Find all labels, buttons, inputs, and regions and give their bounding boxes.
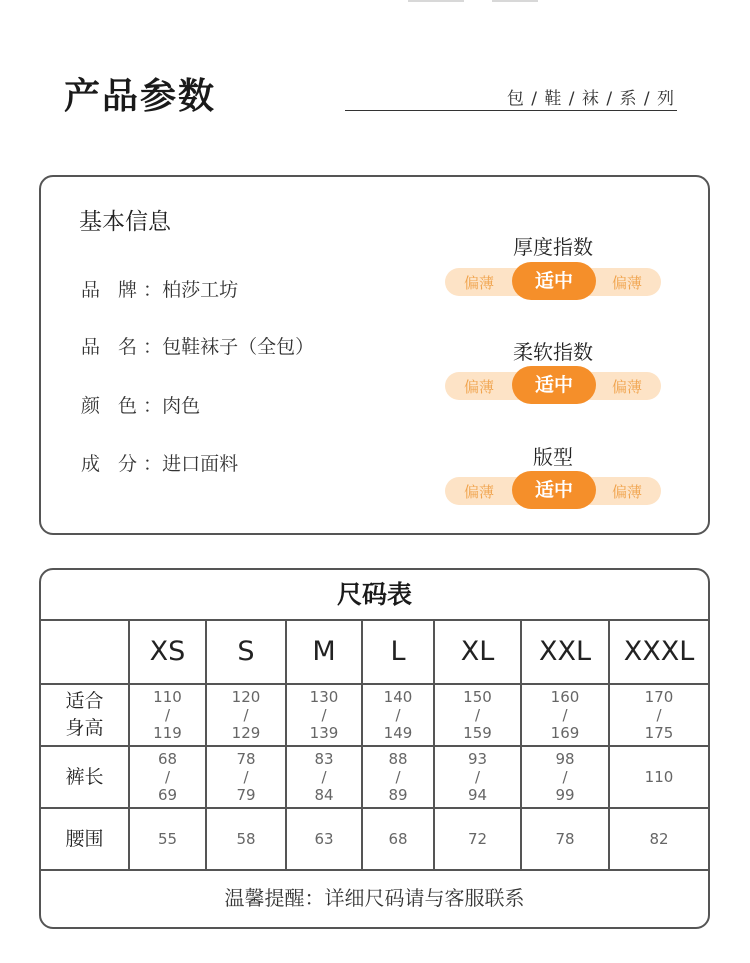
size-header-cell: XS	[129, 621, 206, 684]
basic-info-heading: 基本信息	[79, 209, 171, 235]
info-label: 成 分	[81, 453, 144, 475]
fit-meter-title: 版型	[533, 445, 573, 469]
cell-value: 129	[231, 724, 261, 742]
table-cell: 78	[521, 808, 609, 870]
size-header-cell: XL	[434, 621, 521, 684]
softness-meter	[445, 372, 661, 400]
cell-value: 69	[157, 786, 178, 804]
thickness-meter-title: 厚度指数	[513, 235, 593, 259]
table-row	[41, 808, 708, 870]
size-header-cell: L	[362, 621, 434, 684]
cell-sep: /	[474, 706, 481, 724]
cell-value: 98	[555, 750, 575, 768]
cell-value: 93	[467, 750, 488, 768]
meter-selected-pill: 适中	[512, 471, 596, 509]
info-row-product-name	[81, 332, 314, 359]
table-cell: 55	[129, 808, 206, 870]
meter-left-label: 偏薄	[464, 483, 495, 501]
row-label: 裤长	[41, 746, 129, 808]
top-strip-left	[408, 0, 464, 2]
table-cell	[206, 746, 286, 808]
table-cell	[286, 684, 362, 746]
table-cell	[434, 746, 521, 808]
table-cell	[434, 684, 521, 746]
table-row	[41, 684, 708, 746]
cell-value: 120	[231, 688, 261, 706]
meter-selected-pill: 适中	[512, 262, 596, 300]
size-header-cell: S	[206, 621, 286, 684]
table-cell: 68	[362, 808, 434, 870]
basic-info-panel	[39, 175, 710, 535]
cell-value: 140	[383, 688, 413, 706]
softness-meter-title: 柔软指数	[513, 340, 593, 364]
cell-value: 110	[153, 688, 182, 706]
cell-sep: /	[321, 768, 327, 786]
cell-sep: /	[321, 706, 327, 724]
meter-selected-pill: 适中	[512, 366, 596, 404]
table-row	[41, 746, 708, 808]
meter-left-label: 偏薄	[464, 378, 495, 396]
size-table	[41, 621, 708, 871]
size-chart-footer-note: 温馨提醒：详细尺码请与客服联系	[224, 886, 525, 910]
info-separator: ：	[143, 336, 163, 358]
cell-sep: /	[243, 706, 249, 724]
meter-right-label: 偏薄	[611, 483, 642, 501]
cell-value: 94	[467, 786, 488, 804]
row-label	[41, 684, 129, 746]
table-cell: 72	[434, 808, 521, 870]
cell-sep: /	[474, 768, 481, 786]
cell-value: 88	[388, 750, 408, 768]
table-cell	[129, 684, 206, 746]
size-header-cell: M	[286, 621, 362, 684]
cell-value: 149	[383, 724, 413, 742]
row-label-line: 身高	[65, 717, 104, 739]
cell-sep: /	[164, 706, 171, 724]
corner-cell	[41, 621, 129, 684]
table-cell: 82	[609, 808, 708, 870]
cell-value: 130	[309, 688, 339, 706]
meter-right-label: 偏薄	[611, 274, 642, 292]
series-subtitle: 包 / 鞋 / 袜 / 系 / 列	[345, 84, 677, 111]
cell-value: 150	[463, 688, 492, 706]
table-cell: 63	[286, 808, 362, 870]
cell-sep: /	[395, 706, 401, 724]
table-cell: 58	[206, 808, 286, 870]
size-chart-panel	[39, 568, 710, 929]
info-value: 包鞋袜子（全包）	[162, 336, 315, 358]
info-label: 品 名	[81, 336, 144, 358]
table-cell	[609, 684, 708, 746]
size-chart-title: 尺码表	[41, 570, 708, 621]
cell-sep: /	[562, 706, 568, 724]
cell-value: 84	[314, 786, 334, 804]
table-cell	[206, 684, 286, 746]
table-cell: 110	[609, 746, 708, 808]
cell-sep: /	[395, 768, 401, 786]
cell-value: 79	[236, 786, 256, 804]
cell-value: 159	[463, 724, 492, 742]
info-row-color	[81, 391, 200, 418]
fit-meter	[445, 477, 661, 505]
row-label-line: 适合	[65, 690, 104, 712]
info-separator: ：	[143, 453, 163, 475]
cell-value: 89	[388, 786, 408, 804]
page-title: 产品参数	[64, 76, 217, 117]
table-cell	[362, 684, 434, 746]
info-separator: ：	[143, 395, 163, 417]
row-label: 腰围	[41, 808, 129, 870]
table-cell	[286, 746, 362, 808]
info-label: 品 牌	[81, 279, 144, 301]
cell-sep: /	[562, 768, 568, 786]
table-cell	[521, 684, 609, 746]
size-header-cell: XXL	[521, 621, 609, 684]
meter-right-label: 偏薄	[611, 378, 642, 396]
cell-value: 175	[644, 724, 674, 742]
thickness-meter	[445, 268, 661, 296]
cell-value: 139	[309, 724, 339, 742]
cell-value: 83	[314, 750, 334, 768]
size-header-cell: XXXL	[609, 621, 708, 684]
size-header-row	[41, 621, 708, 684]
info-row-material	[81, 449, 238, 476]
cell-value: 99	[555, 786, 575, 804]
info-value: 进口面料	[162, 453, 239, 475]
meter-left-label: 偏薄	[464, 274, 495, 292]
table-cell	[362, 746, 434, 808]
cell-sep: /	[243, 768, 249, 786]
cell-value: 119	[153, 724, 182, 742]
table-cell	[521, 746, 609, 808]
cell-value: 170	[644, 688, 674, 706]
table-cell	[129, 746, 206, 808]
cell-sep: /	[164, 768, 171, 786]
info-row-brand	[81, 275, 238, 302]
cell-value: 160	[550, 688, 580, 706]
cell-value: 169	[550, 724, 580, 742]
cell-value: 68	[157, 750, 178, 768]
top-strip-right	[492, 0, 538, 2]
info-value: 柏莎工坊	[162, 279, 239, 301]
info-separator: ：	[143, 279, 163, 301]
info-value: 肉色	[162, 395, 201, 417]
cell-sep: /	[656, 706, 662, 724]
cell-value: 78	[236, 750, 256, 768]
info-label: 颜 色	[81, 395, 144, 417]
